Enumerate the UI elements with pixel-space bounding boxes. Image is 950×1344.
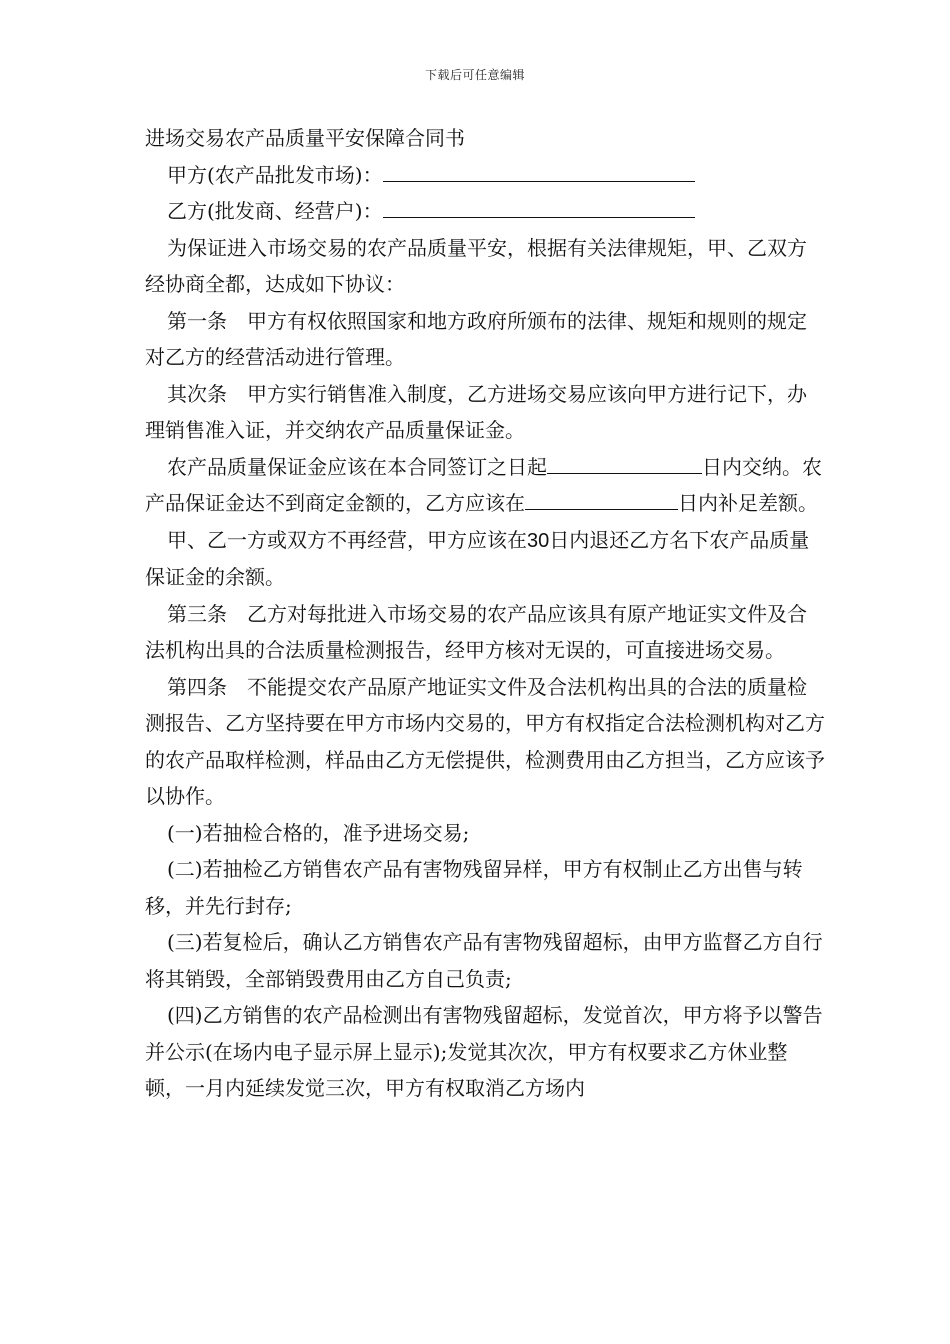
party-b-label: 乙方(批发商、经营户)：	[167, 199, 383, 223]
refund-text-a: 甲、乙一方或双方不再经营，甲方应该在	[167, 527, 527, 552]
topup-days-blank	[525, 487, 668, 510]
intro-paragraph: 为保证进入市场交易的农产品质量平安，根据有关法律规矩，甲、乙双方经协商全都，达成如下协议：	[145, 235, 807, 296]
article-4: 第四条 不能提交农产品原产地证实文件及合法机构出具的合法的质量检测报告、乙方坚持要在甲方市场内交易的，甲方有权指定合法检测机构对乙方的农产品取样检测，样品由乙方无偿提供，检测费用由乙方担当，乙方应该予以协作。	[145, 674, 825, 808]
document-title: 进场交易农产品质量平安保障合同书	[145, 126, 465, 150]
party-b-blank	[383, 195, 695, 218]
document-body	[145, 120, 825, 1107]
article-2: 其次条 甲方实行销售准入制度，乙方进场交易应该向甲方进行记下，办理销售准入证，并交纳农产品质量保证金。	[145, 381, 807, 442]
party-b-line	[145, 193, 825, 230]
party-a-blank	[383, 159, 695, 182]
clause-item-2: (二)若抽检乙方销售农产品有害物残留异样，甲方有权制止乙方出售与转移，并先行封存;	[145, 857, 803, 918]
refund-paragraph	[145, 522, 825, 596]
deposit-text-b: 日内交纳。农产品保证金达不到商定金额的，乙方应该在	[145, 454, 822, 515]
clause-item-4: (四)乙方销售的农产品检测出有害物残留超标，发觉首次，甲方将予以警告并公示(在场内电子显示屏上显示);发觉其次次，甲方有权要求乙方休业整顿，一月内延续发觉三次，甲方有权取消乙方场内	[145, 1003, 823, 1100]
party-a-line	[145, 157, 825, 194]
deposit-text-c: 日内补足差额。	[678, 491, 818, 515]
refund-text-b: 日内退还乙方名下农产品质量保证金的余额。	[145, 527, 810, 589]
party-a-label: 甲方(农产品批发市场)：	[167, 162, 383, 187]
deposit-text-a: 农产品质量保证金应该在本合同签订之日起	[167, 454, 547, 479]
article-1: 第一条 甲方有权依照国家和地方政府所颁布的法律、规矩和规则的规定对乙方的经营活动进行管理。	[145, 308, 807, 369]
deposit-days-blank	[547, 451, 702, 474]
deposit-paragraph	[145, 449, 825, 522]
article-3: 第三条 乙方对每批进入市场交易的农产品应该具有原产地证实文件及合法机构出具的合法质量检测报告，经甲方核对无误的，可直接进场交易。	[145, 601, 807, 662]
topup-days-blank-cont	[668, 487, 678, 510]
refund-days-number: 30	[527, 529, 550, 552]
clause-item-1: (一)若抽检合格的，准予进场交易;	[167, 820, 470, 845]
clause-item-3: (三)若复检后，确认乙方销售农产品有害物残留超标，由甲方监督乙方自行将其销毁，全部销毁费用由乙方自己负责;	[145, 930, 823, 991]
page-header-note: 下载后可任意编辑	[424, 68, 525, 82]
